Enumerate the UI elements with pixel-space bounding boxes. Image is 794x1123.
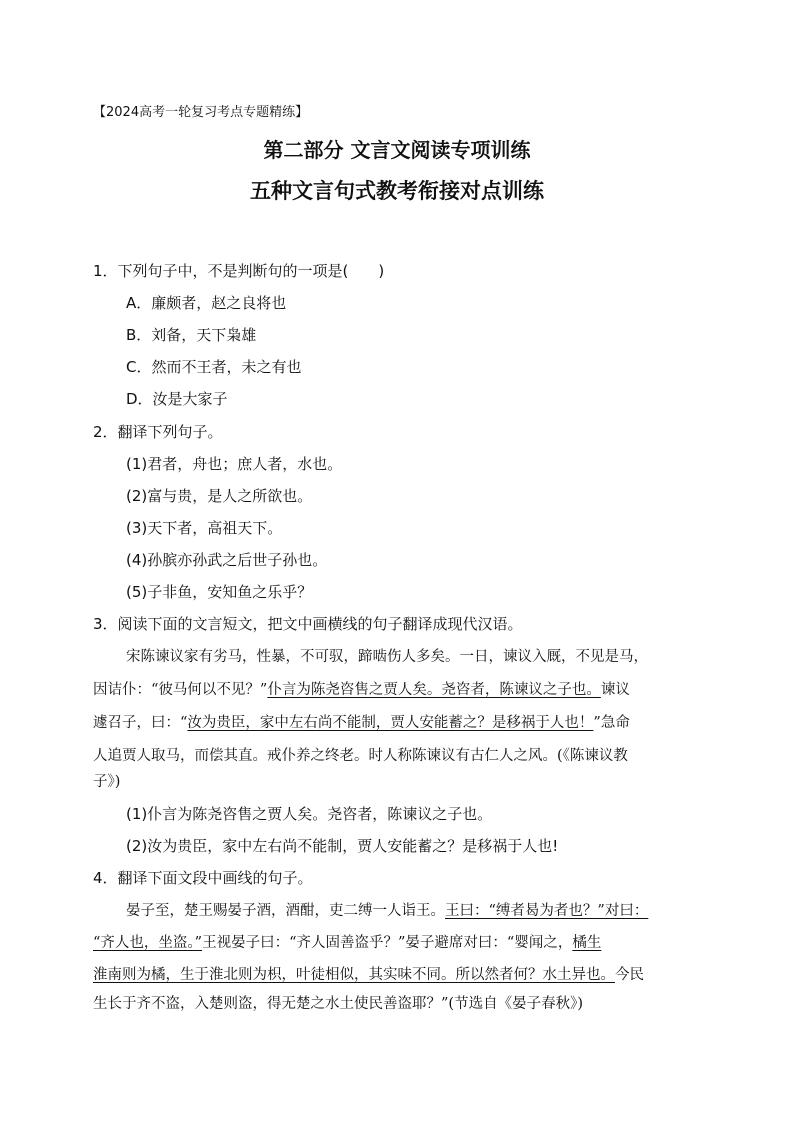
q4-text: 晏子至，楚王赐晏子酒，酒酣，吏二缚一人诣王。 bbox=[126, 903, 445, 919]
q4-passage-line-2 bbox=[93, 931, 601, 952]
q1-option-a: A．廉颇者，赵之良将也 bbox=[126, 294, 287, 312]
q4-text: 今民 bbox=[615, 967, 644, 983]
q4-passage-line-1 bbox=[126, 899, 648, 920]
q3-passage-line-4: 人追贾人取马，而偿其直。戒仆养之终老。时人称陈谏议有古仁人之风。(《陈谏议教 bbox=[93, 748, 628, 764]
q4-passage-line-4: 生长于齐不盗，入楚则盗，得无楚之水土使民善盗耶？”(节选自《晏子春秋》) bbox=[93, 996, 583, 1012]
q1-option-c: C．然而不王者，未之有也 bbox=[126, 358, 302, 376]
q4-stem: 4．翻译下面文段中画线的句子。 bbox=[93, 869, 313, 887]
q3-text: 因诘仆：“彼马何以不见？” bbox=[93, 682, 268, 698]
header-tag: 【2024高考一轮复习考点专题精练】 bbox=[93, 105, 309, 120]
q4-passage-line-3 bbox=[93, 963, 644, 984]
q3-text: ”急命 bbox=[593, 715, 630, 731]
q1-stem: 1．下列句子中，不是判断句的一项是( ) bbox=[93, 262, 385, 280]
q3-text: 谏议 bbox=[600, 682, 630, 698]
q4-underlined-sentence-1a: 王曰：“缚者曷为者也？”对曰： bbox=[445, 903, 649, 919]
q4-underlined-sentence-2a: 橘生 bbox=[572, 935, 602, 951]
q4-text: 王视晏子曰：“齐人固善盗乎？”晏子避席对曰：“婴闻之， bbox=[202, 935, 573, 951]
q2-item-1: (1)君者，舟也；庶人者，水也。 bbox=[126, 455, 343, 473]
q3-passage-line-5: 子》) bbox=[93, 774, 121, 790]
q2-item-3: (3)天下者，高祖天下。 bbox=[126, 519, 283, 537]
q3-passage-line-1: 宋陈谏议家有劣马，性暴，不可驭，蹄啮伤人多矣。一日，谏议入厩，不见是马， bbox=[126, 649, 648, 665]
q3-text: 遽召子，曰：“ bbox=[93, 715, 188, 731]
q3-item-1: (1)仆言为陈尧咨售之贾人矣。尧咨者，陈谏议之子也。 bbox=[126, 805, 493, 823]
q1-option-b: B．刘备，天下枭雄 bbox=[126, 326, 257, 344]
page-title: 五种文言句式教考衔接对点训练 bbox=[250, 179, 544, 203]
q1-option-d: D．汝是大家子 bbox=[126, 390, 228, 408]
q3-underlined-sentence-1: 仆言为陈尧咨售之贾人矣。尧咨者，陈谏议之子也。 bbox=[267, 682, 601, 698]
q2-item-4: (4)孙膑亦孙武之后世子孙也。 bbox=[126, 551, 328, 569]
q3-stem: 3．阅读下面的文言短文，把文中画横线的句子翻译成现代汉语。 bbox=[93, 615, 523, 633]
q2-item-2: (2)富与贵，是人之所欲也。 bbox=[126, 487, 313, 505]
q3-passage-line-3 bbox=[93, 711, 630, 732]
q3-passage-line-2 bbox=[93, 678, 630, 699]
q4-underlined-sentence-2b: 淮南则为橘，生于淮北则为枳，叶徒相似，其实味不同。所以然者何？水土异也。 bbox=[93, 967, 615, 983]
q4-underlined-sentence-1b: “齐人也，坐盗。” bbox=[93, 935, 203, 951]
q3-underlined-sentence-2: 汝为贵臣，家中左右尚不能制，贾人安能蓄之？是移祸于人也！ bbox=[187, 715, 594, 731]
q2-stem: 2．翻译下列句子。 bbox=[93, 423, 223, 441]
q3-item-2: (2)汝为贵臣，家中左右尚不能制，贾人安能蓄之？是移祸于人也! bbox=[126, 837, 559, 855]
q2-item-5: (5)子非鱼，安知鱼之乐乎？ bbox=[126, 583, 313, 601]
section-title: 第二部分 文言文阅读专项训练 bbox=[263, 138, 531, 162]
